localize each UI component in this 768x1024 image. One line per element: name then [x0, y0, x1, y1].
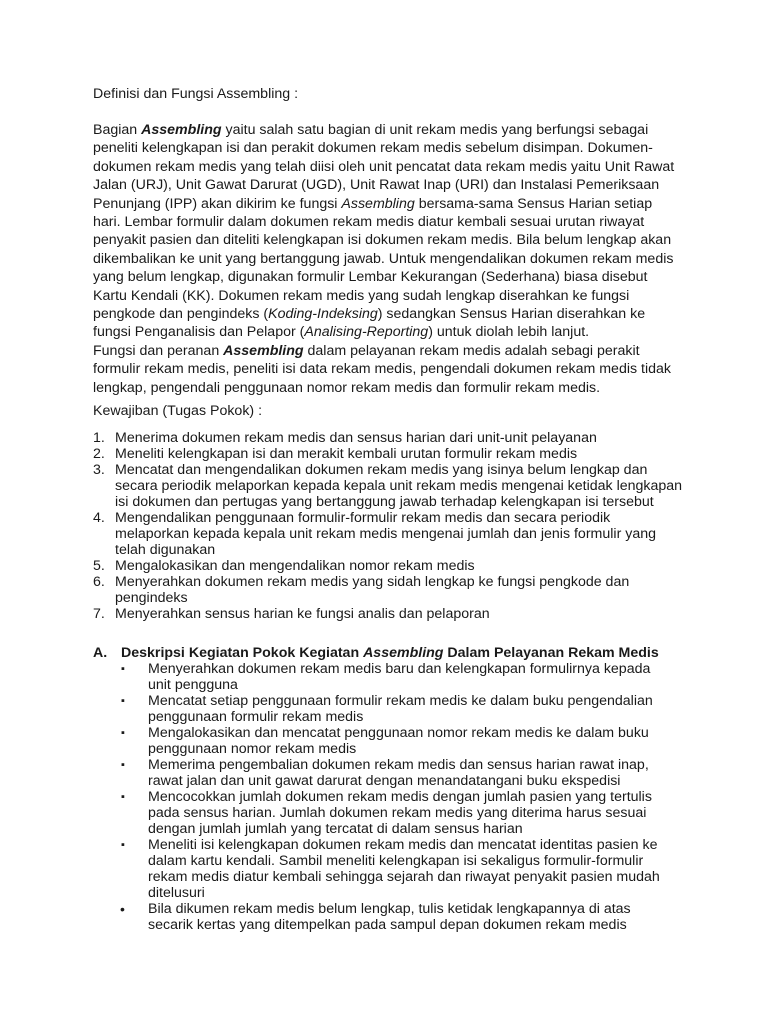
term-analising-reporting: Analising-Reporting	[304, 324, 429, 341]
list-item: 7. Menyerahkan sensus harian ke fungsi analis dan pelaporan	[93, 606, 490, 622]
list-item: 6. Menyerahkan dokumen rekam medis yang sidah lengkap ke fungsi pengkode dan pengindeks	[93, 574, 630, 606]
intro-paragraph	[93, 121, 683, 397]
list-item: ▪ Memerima pengembalian dokumen rekam medis dan sensus harian rawat inap, rawat jalan dan unit gawat darurat dengan menandatangani buku ekspedisi	[121, 757, 649, 789]
list-item: • Bila dikumen rekam medis belum lengkap, tulis ketidak lengkapannya di atas secarik kertas yang ditempelkan pada sampul depan dokumen rekam medis	[120, 901, 631, 933]
list-item: ▪ Menyerahkan dokumen rekam medis baru dan kelengkapan formulirnya kepada unit pengguna	[121, 661, 651, 693]
list-item: 1. Menerima dokumen rekam medis dan sensus harian dari unit-unit pelayanan	[93, 430, 597, 446]
list-item: 3. Mencatat dan mengendalikan dokumen rekam medis yang isinya belum lengkap dan secara periodik melaporkan kepada kepala unit rekam medis mengenai ketidak lengkapan isi dokumen dan pertugas yang bertanggung jawab terhadap kelengkapan isi tersebut	[93, 462, 683, 510]
square-bullet-icon: ▪	[121, 839, 125, 851]
square-bullet-icon: ▪	[121, 727, 125, 739]
square-bullet-icon: ▪	[121, 663, 125, 675]
kewajiban-list	[93, 430, 683, 622]
term-assembling: Assembling	[223, 342, 304, 359]
list-item: 2. Meneliti kelengkapan isi dan merakit kembali urutan formulir rekam medis	[93, 446, 578, 462]
list-item: 5. Mengalokasikan dan mengendalikan nomor rekam medis	[93, 558, 475, 574]
activity-list	[120, 661, 660, 933]
intro-text: Bagian	[93, 122, 142, 138]
page-title: Definisi dan Fungsi Assembling :	[93, 86, 299, 102]
kewajiban-heading: Kewajiban (Tugas Pokok) :	[93, 403, 263, 419]
intro-text: Fungsi dan peranan	[93, 342, 224, 359]
intro-text: bersama-sama Sensus Harian setiap hari. Lembar formulir dalam dokumen rekam medis diatur kembali sesuai urutan riwayat penyakit pasien dan diteliti kelengkapan isi dokumen rekam medis. Bila belum lengkap akan dikembalikan ke unit yang bertanggung jawab. Untuk mengendalikan dokumen rekam medis yang belum lengkap, digunakan formulir Lembar Kekurangan (Sederhana) biasa disebut Kartu Kendali (KK). Dokumen rekam medis yang sudah lengkap diserahkan ke fungsi pengkode dan pengindeks (	[93, 195, 674, 323]
term-assembling: Assembling	[341, 195, 415, 212]
square-bullet-icon: ▪	[121, 759, 125, 771]
intro-text: ) untuk diolah lebih lanjut.	[428, 324, 590, 341]
term-assembling: Assembling	[141, 122, 222, 138]
list-item: ▪ Meneliti isi kelengkapan dokumen rekam medis dan mencatat identitas pasien ke dalam kartu kendali. Sambil meneliti kelengkapan isi sekaligus formulir-formulir rekam medis diatur kembali sehingga sejarah dan riwayat penyakit pasien mudah ditelusuri	[121, 837, 660, 901]
intro-text: ) sedangkan Sensus Harian diserahkan ke fungsi Penganalisis dan Pelapor (	[93, 306, 646, 341]
intro-text: yaitu salah satu bagian di unit rekam medis yang berfungsi sebagai peneliti kelengkapan isi dan perakit dokumen rekam medis sebelum disimpan. Dokumen-dokumen rekam medis yang telah diisi oleh unit pencatat data rekam medis yaitu Unit Rawat Jalan (URJ), Unit Gawat Darurat (UGD), Unit Rawat Inap (URI) dan Instalasi Pemeriksaan Penunjang (IPP) akan dikirim ke fungsi	[93, 122, 675, 212]
term-koding-indeksing: Koding-Indeksing	[268, 306, 378, 323]
list-item: ▪ Mengalokasikan dan mencatat penggunaan nomor rekam medis ke dalam buku penggunaan nomor rekam medis	[121, 725, 649, 757]
intro-text: dalam pelayanan rekam medis adalah sebagi perakit formulir rekam medis, peneliti isi data rekam medis, pengendali dokumen rekam medis tidak lengkap, pengendali penggunaan nomor rekam medis dan formulir rekam medis.	[93, 342, 671, 396]
list-item: ▪ Mencatat setiap penggunaan formulir rekam medis ke dalam buku pengendalian penggunaan formulir rekam medis	[121, 693, 653, 725]
list-item: 4. Mengendalikan penggunaan formulir-formulir rekam medis dan secara periodik melaporkan kepada kepala unit rekam medis mengenai jumlah dan jenis formulir yang telah digunakan	[93, 510, 656, 558]
square-bullet-icon: ▪	[121, 791, 125, 803]
term-assembling: Assembling	[363, 645, 444, 661]
section-a-heading: A. Deskripsi Kegiatan Pokok Kegiatan Assembling Dalam Pelayanan Rekam Medis	[93, 645, 659, 661]
round-bullet-icon: •	[120, 901, 125, 917]
square-bullet-icon: ▪	[121, 695, 125, 707]
list-item: ▪ Mencocokkan jumlah dokumen rekam medis dengan jumlah pasien yang tertulis pada sensus harian. Jumlah dokumen rekam medis yang diterima harus sesuai dengan jumlah jumlah yang tercatat di dalam sensus harian	[121, 789, 652, 837]
